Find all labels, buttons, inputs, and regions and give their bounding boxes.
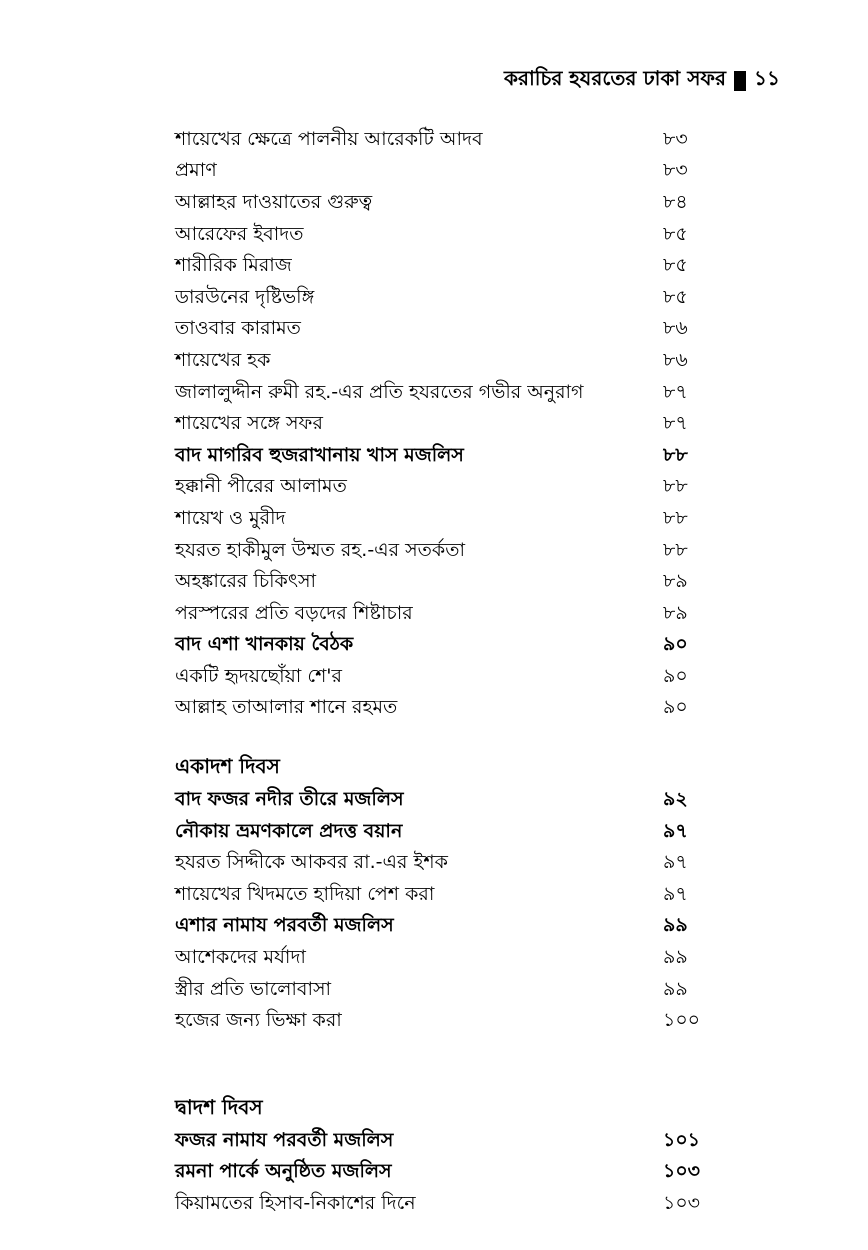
toc-entry (175, 220, 735, 252)
toc-entry-page: ১০০ (663, 1009, 701, 1032)
toc-entry-page: ৮৩ (663, 127, 688, 150)
toc-entry-title: আরেফের ইবাদত (175, 222, 304, 245)
toc-entry-title: বাদ মাগরিব হুজরাখানায় খাস মজলিস (175, 443, 464, 466)
toc-entry-title: শায়েখের হক (175, 348, 271, 371)
toc-entry-title: রমনা পার্কে অনুষ্ঠিত মজলিস (175, 1160, 392, 1183)
toc-entry (175, 599, 735, 631)
toc-entry-page: ১০১ (663, 1128, 701, 1151)
toc-entry-title: কিয়ামতের হিসাব-নিকাশের দিনে (175, 1192, 416, 1215)
toc-entry-page: ৯৯ (663, 914, 688, 937)
section-heading-day-11: একাদশ দিবস (175, 754, 280, 779)
toc-entry-page: ৯৭ (663, 819, 688, 842)
page-number: ১১ (754, 66, 780, 90)
toc-entry-title: বাদ এশা খানকায় বৈঠক (175, 633, 354, 656)
toc-entry-page: ৯২ (663, 788, 688, 811)
toc-entry (175, 1189, 735, 1221)
toc-entry-page: ৯০ (663, 664, 688, 687)
toc-entry (175, 785, 735, 817)
toc-entry (175, 631, 735, 663)
toc-entry-page: ৮৫ (663, 254, 688, 277)
toc-entry (175, 378, 735, 410)
toc-entry (175, 848, 735, 880)
toc-entry-page: ৮৫ (663, 222, 688, 245)
toc-entry (175, 346, 735, 378)
running-header (504, 64, 780, 97)
toc-group-day-11 (175, 785, 735, 1038)
toc-entry-page: ৮৭ (663, 380, 688, 403)
toc-entry-page: ৯০ (663, 696, 688, 719)
toc-entry-title: বাদ ফজর নদীর তীরে মজলিস (175, 788, 404, 811)
toc-entry (175, 662, 735, 694)
toc-entry (175, 880, 735, 912)
toc-entry-title: শায়েখের সঙ্গে সফর (175, 412, 323, 435)
toc-entry (175, 473, 735, 505)
toc-entry-title: স্ত্রীর প্রতি ভালোবাসা (175, 977, 332, 1000)
toc-entry-title: আল্লাহর দাওয়াতের গুরুত্ব (175, 190, 373, 213)
toc-entry-title: শারীরিক মিরাজ (175, 254, 292, 277)
toc-entry-page: ৯৯ (663, 946, 688, 969)
toc-entry (175, 975, 735, 1007)
toc-entry-title: নৌকায় ভ্রমণকালে প্রদত্ত বয়ান (175, 819, 403, 842)
toc-entry-title: ফজর নামায পরবর্তী মজলিস (175, 1128, 394, 1151)
toc-entry-page: ৮৬ (663, 317, 688, 340)
toc-entry (175, 1158, 735, 1190)
toc-entry-title: একটি হৃদয়ছোঁয়া শে'র (175, 664, 342, 687)
toc-entry-page: ৮৯ (663, 601, 688, 624)
toc-entry (175, 188, 735, 220)
toc-entry-page: ১০৩ (663, 1192, 701, 1215)
toc-entry (175, 567, 735, 599)
toc-entry-page: ৯০ (663, 633, 688, 656)
toc-entry-page: ৮৭ (663, 412, 688, 435)
toc-entry-page: ৮৮ (663, 538, 688, 561)
toc-entry-page: ৯৭ (663, 882, 688, 905)
toc-entry-page: ৮৪ (663, 190, 688, 213)
toc-entry-page: ৮৫ (663, 285, 688, 308)
toc-entry-page: ১০৩ (663, 1160, 701, 1183)
toc-entry-page: ৮৮ (663, 506, 688, 529)
toc-entry (175, 125, 735, 157)
toc-entry-page: ৯৭ (663, 851, 688, 874)
section-heading-day-12: দ্বাদশ দিবস (175, 1095, 263, 1120)
toc-group-day-12 (175, 1126, 735, 1221)
toc-entry-title: ডারউনের দৃষ্টিভঙ্গি (175, 285, 315, 308)
toc-group-continued (175, 125, 735, 725)
toc-entry (175, 283, 735, 315)
toc-entry-title: এশার নামায পরবর্তী মজলিস (175, 914, 394, 937)
toc-entry-title: হযরত হাকীমুল উম্মত রহ.-এর সতর্কতা (175, 538, 465, 561)
toc-entry (175, 504, 735, 536)
toc-entry-title: আশেকদের মর্যাদা (175, 946, 306, 969)
toc-entry-title: হক্কানী পীরের আলামত (175, 475, 347, 498)
running-title: করাচির হযরতের ঢাকা সফর (504, 66, 727, 90)
toc-entry-title: প্রমাণ (175, 159, 217, 182)
toc-entry (175, 315, 735, 347)
toc-entry (175, 157, 735, 189)
toc-entry-page: ৮৮ (663, 475, 688, 498)
toc-entry-title: হজের জন্য ভিক্ষা করা (175, 1009, 342, 1032)
toc-entry-page: ৮৮ (663, 443, 688, 466)
toc-entry (175, 912, 735, 944)
toc-entry-title: শায়েখ ও মুরীদ (175, 506, 286, 529)
toc-entry-page: ৮৩ (663, 159, 688, 182)
toc-entry (175, 943, 735, 975)
toc-entry-page: ৮৯ (663, 570, 688, 593)
table-of-contents (175, 125, 735, 1221)
toc-entry-title: আল্লাহ তাআলার শানে রহমত (175, 696, 398, 719)
header-separator-block (734, 71, 746, 91)
toc-entry-title: অহঙ্কারের চিকিৎসা (175, 570, 317, 593)
toc-entry-page: ৮৬ (663, 348, 688, 371)
toc-entry-title: শায়েখের ক্ষেত্রে পালনীয় আরেকটি আদব (175, 127, 483, 150)
toc-entry-title: শায়েখের খিদমতে হাদিয়া পেশ করা (175, 882, 435, 905)
toc-entry-title: পরস্পরের প্রতি বড়দের শিষ্টাচার (175, 601, 413, 624)
toc-entry (175, 536, 735, 568)
toc-entry (175, 441, 735, 473)
toc-entry-page: ৯৯ (663, 977, 688, 1000)
toc-entry (175, 1126, 735, 1158)
toc-entry (175, 1006, 735, 1038)
toc-entry (175, 694, 735, 726)
toc-entry-title: তাওবার কারামত (175, 317, 301, 340)
toc-entry (175, 251, 735, 283)
toc-entry (175, 817, 735, 849)
toc-entry-title: হযরত সিদ্দীকে আকবর রা.-এর ইশক (175, 851, 448, 874)
toc-entry-title: জালালুদ্দীন রুমী রহ.-এর প্রতি হযরতের গভীর অনুরাগ (175, 380, 584, 403)
toc-entry (175, 409, 735, 441)
